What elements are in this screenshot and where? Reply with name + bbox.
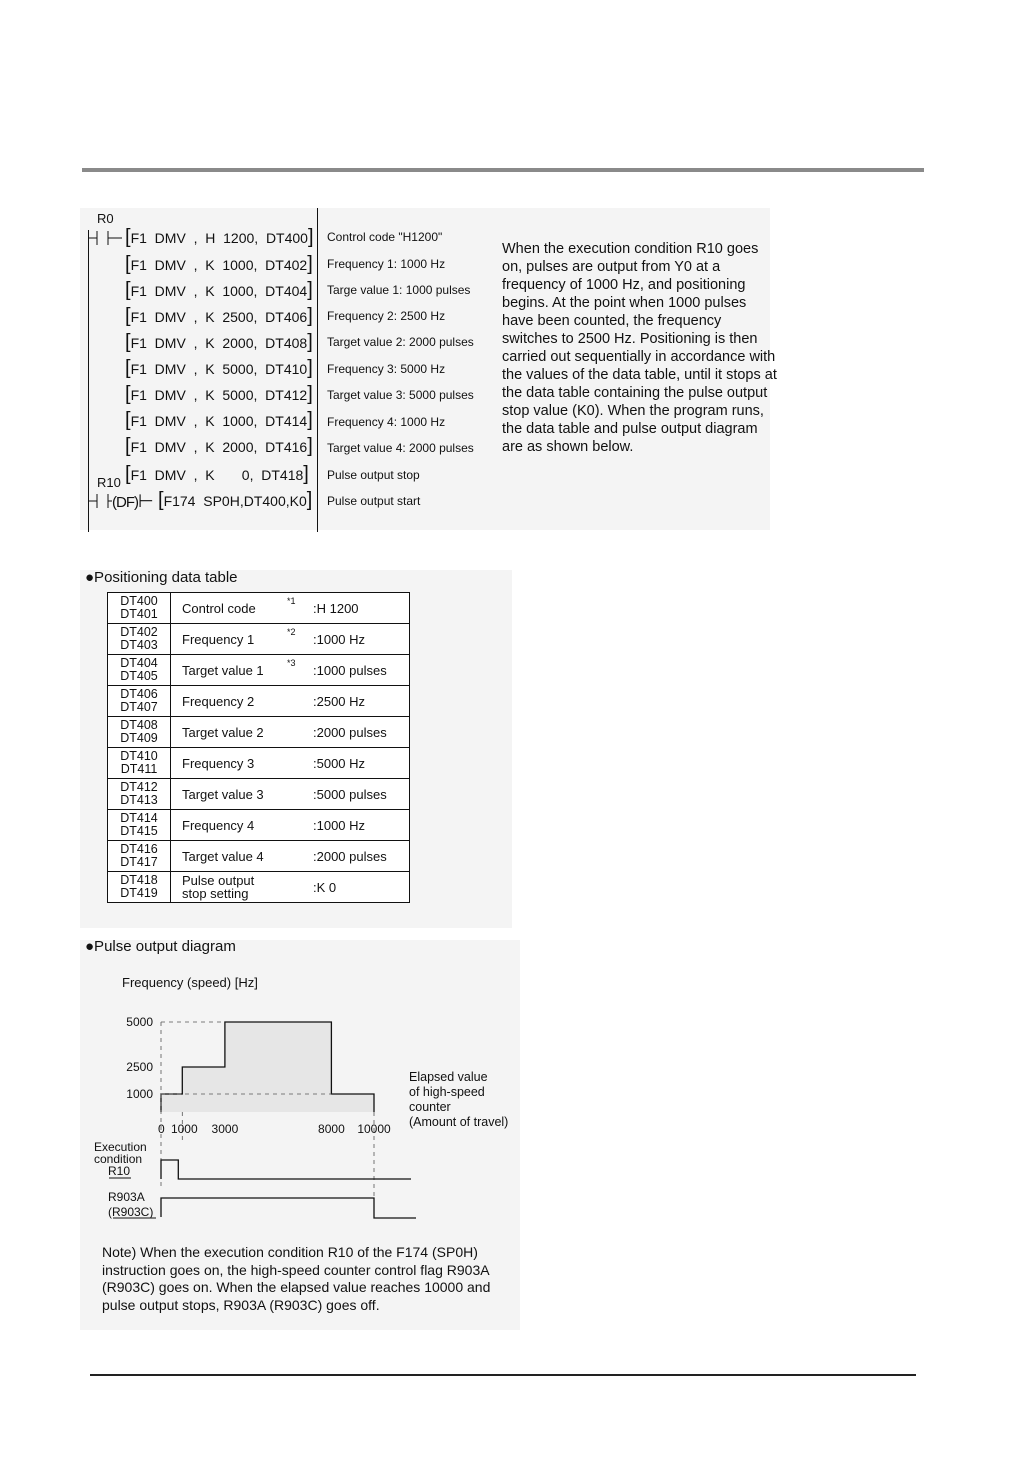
footer-rule [90, 1374, 916, 1376]
bracket-open-icon: [ [125, 383, 131, 405]
item-name: Frequency 4 [182, 817, 255, 833]
instr-text: F1 DMV , K 5000, DT410 [130, 361, 308, 377]
instr-row-10 [125, 464, 309, 485]
diagram-layer [94, 1015, 508, 1219]
dt-address-1: DT414 [120, 811, 158, 825]
dt-address-cell [108, 779, 171, 810]
item-value: :K 0 [311, 872, 410, 903]
dt-address-cell [108, 655, 171, 686]
instr-text: F1 DMV , K 2000, DT408 [130, 335, 308, 351]
bracket-open-icon: [ [125, 331, 131, 353]
dt-address-2: DT401 [120, 607, 158, 621]
comment-11: Pulse output start [327, 494, 421, 508]
exec-condition-signal [161, 1160, 411, 1179]
item-value: :1000 Hz [311, 810, 410, 841]
contact-r0-label: R0 [97, 211, 114, 226]
instr-row-2 [125, 254, 313, 275]
item-name-cell [171, 624, 312, 655]
item-name-cell [171, 810, 312, 841]
dt-address-cell [108, 717, 171, 748]
table-row [108, 624, 410, 655]
ladder-left-rail [88, 230, 89, 532]
diagram-title: ●Pulse output diagram [85, 938, 236, 955]
df-bracket-link: ⊢ [138, 491, 153, 511]
flag-label-line: (R903C) [108, 1205, 154, 1219]
item-name-cell [171, 779, 312, 810]
item-name-cell [171, 686, 312, 717]
dt-address-cell [108, 624, 171, 655]
dt-address-cell [108, 748, 171, 779]
dt-address-cell [108, 686, 171, 717]
instr-text: F1 DMV , K 1000, DT402 [130, 257, 308, 273]
y-tick-label-1000: 1000 [126, 1087, 153, 1101]
bracket-close-icon: ] [307, 383, 313, 405]
x-tick-label-10000: 10000 [357, 1122, 391, 1136]
bracket-close-icon: ] [307, 435, 313, 457]
dt-address-cell [108, 593, 171, 624]
table-row [108, 593, 410, 624]
dt-address-cell [108, 872, 171, 903]
bracket-close-icon: ] [303, 463, 309, 485]
exec-condition-label-line: condition [94, 1152, 143, 1166]
instr-row-9 [125, 436, 313, 457]
dt-address-2: DT413 [120, 793, 158, 807]
dt-address-2: DT407 [120, 700, 158, 714]
df-label: (DF) [112, 494, 138, 511]
instr-row-7 [125, 384, 313, 405]
item-name: Target value 1 [182, 662, 264, 678]
bracket-close-icon: ] [307, 253, 313, 275]
bracket-open-icon: [ [125, 435, 131, 457]
item-name-cell [171, 593, 312, 624]
item-value: :2000 pulses [311, 717, 410, 748]
bracket-open-icon: [ [125, 279, 131, 301]
dt-address-2: DT417 [120, 855, 158, 869]
y-tick-label-2500: 2500 [126, 1060, 153, 1074]
item-value: :5000 Hz [311, 748, 410, 779]
exec-condition-label-line: Execution [94, 1140, 147, 1154]
item-name: Target value 3 [182, 786, 264, 802]
comment-2: Frequency 1: 1000 Hz [327, 257, 446, 271]
item-name: Frequency 2 [182, 693, 255, 709]
pulse-output-diagram [80, 990, 530, 1230]
x-tick-label-1000: 1000 [170, 1122, 198, 1136]
bracket-open-icon: [ [125, 226, 131, 248]
table-row [108, 686, 410, 717]
table-row [108, 810, 410, 841]
dt-address-1: DT408 [120, 718, 158, 732]
instr-row-11 [158, 490, 312, 511]
bracket-close-icon: ] [307, 331, 313, 353]
contact-r0-symbol [88, 229, 128, 247]
item-name: Target value 2 [182, 724, 264, 740]
x-tick-label-0: 0 [158, 1122, 165, 1136]
bracket-open-icon: [ [125, 463, 131, 485]
table-title: ●Positioning data table [85, 569, 238, 586]
instr-row-3 [125, 280, 313, 301]
dt-address-2: DT409 [120, 731, 158, 745]
item-name-cell [171, 717, 312, 748]
x-tick-label-3000: 3000 [211, 1122, 239, 1136]
bracket-close-icon: ] [307, 409, 313, 431]
item-value: :5000 pulses [311, 779, 410, 810]
diagram-note: Note) When the execution condition R10 of the F174 (SP0H) instruction goes on, the high-speed counter control flag R903A (R903C) goes on. When the elapsed value reaches 10000 and pulse output stops, R903A (R903C) goes off. [102, 1244, 491, 1313]
table-row [108, 655, 410, 686]
bracket-close-icon: ] [307, 226, 314, 248]
item-value: :H 1200 [311, 593, 410, 624]
item-value: :1000 pulses [311, 655, 410, 686]
instr-text: F1 DMV , K 2000, DT416 [130, 439, 308, 455]
flag-label-line: R903A [108, 1190, 145, 1204]
table-row [108, 841, 410, 872]
bracket-close-icon: ] [307, 305, 313, 327]
bracket-open-icon: [ [125, 305, 131, 327]
exec-condition-label-line: R10 [108, 1164, 131, 1178]
item-name: Frequency 3 [182, 755, 255, 771]
instr-row-5 [125, 332, 313, 353]
item-name-cell [171, 841, 312, 872]
dt-address-1: DT418 [120, 873, 158, 887]
table-row [108, 779, 410, 810]
comment-6: Frequency 3: 5000 Hz [327, 362, 446, 376]
dt-address-1: DT404 [120, 656, 158, 670]
comment-10: Pulse output stop [327, 468, 420, 482]
comment-5: Target value 2: 2000 pulses [327, 335, 474, 349]
dt-address-2: DT419 [120, 886, 158, 900]
item-value: :1000 Hz [311, 624, 410, 655]
bracket-close-icon: ] [306, 489, 313, 511]
positioning-data-table [107, 592, 410, 903]
program-description: When the execution condition R10 goes on, pulses are output from Y0 at a frequency of 1000 Hz, and positioning begins. At the point when 1000 pulses have been counted, the frequency switches to 2500 Hz. Positioning is then carried out sequentially in accordance with the values of the data table, until it stops at the data table containing the pulse output stop value (K0). When the program runs, the data table and pulse output diagram are as shown below. [502, 241, 777, 455]
dt-address-1: DT402 [120, 625, 158, 639]
dt-address-2: DT403 [120, 638, 158, 652]
instr-row-6 [125, 358, 313, 379]
item-name-cell [171, 748, 312, 779]
x-axis-label-line: counter [409, 1100, 451, 1114]
comment-4: Frequency 2: 2500 Hz [327, 309, 446, 323]
dt-address-1: DT406 [120, 687, 158, 701]
x-axis-label-line: (Amount of travel) [409, 1115, 509, 1129]
dt-address-1: DT412 [120, 780, 158, 794]
comment-7: Target value 3: 5000 pulses [327, 388, 474, 402]
instr-row-8 [125, 410, 313, 431]
bracket-close-icon: ] [307, 279, 313, 301]
bracket-open-icon: [ [125, 409, 131, 431]
comment-9: Target value 4: 2000 pulses [327, 441, 474, 455]
footnote-marker: *3 [287, 658, 296, 668]
dt-address-cell [108, 841, 171, 872]
table-row [108, 717, 410, 748]
instr-row-4 [125, 306, 313, 327]
dt-address-2: DT405 [120, 669, 158, 683]
item-name: Control code [182, 600, 256, 616]
x-tick-label-8000: 8000 [318, 1122, 345, 1136]
instr-text: F1 DMV , H 1200, DT400 [130, 230, 308, 246]
y-tick-label-5000: 5000 [126, 1015, 153, 1029]
dt-address-cell [108, 810, 171, 841]
dt-address-2: DT415 [120, 824, 158, 838]
flag-signal [161, 1198, 416, 1218]
dt-address-1: DT410 [120, 749, 158, 763]
instr-text: F174 SP0H,DT400,K0 [163, 493, 307, 509]
item-name-cell [171, 872, 312, 903]
instr-text: F1 DMV , K 1000, DT404 [130, 283, 308, 299]
diagram-y-axis-label: Frequency (speed) [Hz] [122, 975, 258, 990]
table-row [108, 872, 410, 903]
header-rule [82, 168, 924, 172]
bracket-open-icon: [ [125, 253, 131, 275]
item-name: Target value 4 [182, 848, 264, 864]
item-value: :2500 Hz [311, 686, 410, 717]
item-value: :2000 pulses [311, 841, 410, 872]
df-contact [112, 491, 153, 512]
dt-address-1: DT416 [120, 842, 158, 856]
instr-text: F1 DMV , K 5000, DT412 [130, 387, 308, 403]
instr-text: F1 DMV , K 0, DT418 [130, 467, 304, 483]
instr-text: F1 DMV , K 2500, DT406 [130, 309, 308, 325]
x-axis-label-line: Elapsed value [409, 1070, 488, 1084]
footnote-marker: *1 [287, 596, 296, 606]
dt-address-2: DT411 [120, 762, 158, 776]
item-name-cell [171, 655, 312, 686]
bracket-close-icon: ] [307, 357, 313, 379]
comment-3: Targe value 1: 1000 pulses [327, 283, 471, 297]
dt-address-1: DT400 [120, 594, 158, 608]
contact-r10-label: R10 [97, 475, 121, 490]
ladder-right-rail [317, 208, 318, 532]
item-name: Frequency 1 [182, 631, 255, 647]
comment-1: Control code "H1200" [327, 230, 443, 244]
bracket-open-icon: [ [158, 489, 164, 511]
comment-8: Frequency 4: 1000 Hz [327, 415, 446, 429]
item-name: Pulse output stop setting [182, 872, 255, 901]
footnote-marker: *2 [287, 627, 296, 637]
x-axis-label-line: of high-speed [409, 1085, 485, 1099]
table-row [108, 748, 410, 779]
instr-row-1 [125, 227, 314, 248]
bracket-open-icon: [ [125, 357, 131, 379]
instr-text: F1 DMV , K 1000, DT414 [130, 413, 308, 429]
